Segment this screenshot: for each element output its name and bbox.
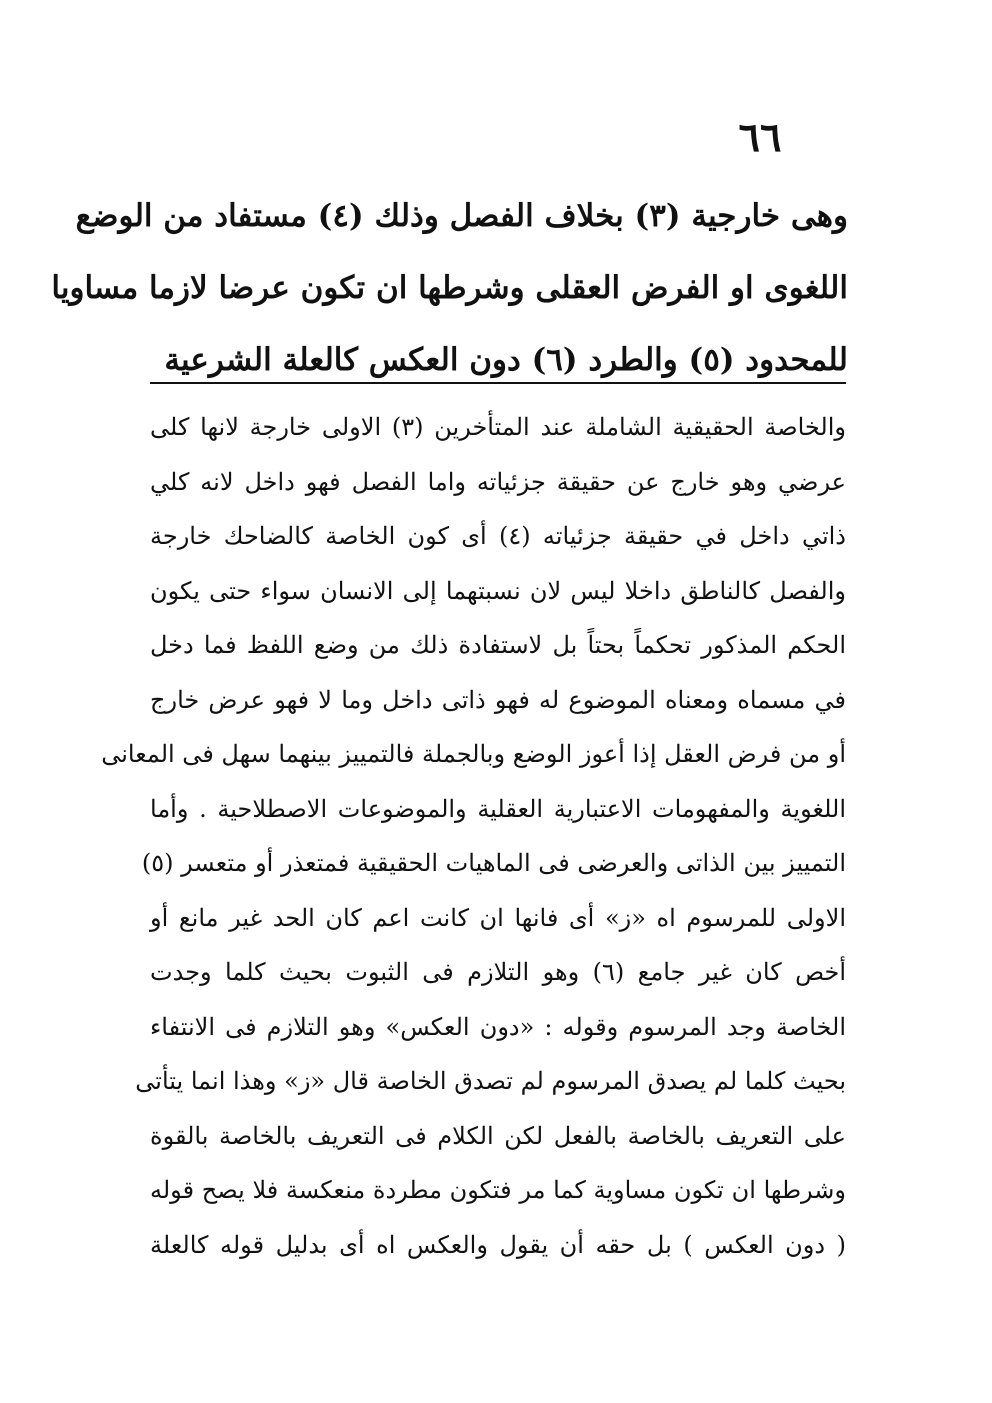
footnote-line: ( دون العكس ) بل حقه أن يقول والعكس اه أى بدليل قوله كالعلة — [150, 1230, 846, 1259]
footnote-line: بحيث كلما لم يصدق المرسوم لم تصدق الخاصة قال «ز» وهذا انما يتأتى — [135, 1067, 846, 1095]
main-text-line: للمحدود (٥) والطرد (٦) دون العكس كالعلة الشرعية — [164, 342, 848, 378]
footnote-line: التمييز بين الذاتى والعرضى فى الماهيات الحقيقية فمتعذر أو متعسر (٥) — [141, 849, 846, 877]
page-number: ٦٦ — [738, 114, 782, 161]
footnote-line: الخاصة وجد المرسوم وقوله : «دون العكس» وهو التلازم فى الانتفاء — [150, 1012, 846, 1041]
main-text-line: وهى خارجية (٣) بخلاف الفصل وذلك (٤) مستفاد من الوضع — [75, 198, 848, 234]
footnote-line: أخص كان غير جامع (٦) وهو التلازم فى الثبوت بحيث كلما وجدت — [150, 958, 846, 986]
footnote-line: والفصل كالناطق داخلا ليس لان نسبتهما إلى الانسان سواء حتى يكون — [150, 576, 846, 605]
footnotes-block — [101, 400, 847, 1272]
main-text-block — [51, 180, 848, 396]
footnote-line: الحكم المذكور تحكماً بحتاً بل لاستفادة ذلك من وضع اللفظ فما دخل — [150, 631, 846, 659]
footnote-line: عرضي وهو خارج عن حقيقة جزئياته واما الفصل فهو داخل لانه كلي — [150, 467, 847, 496]
footnote-line: اللغوية والمفهومات الاعتبارية العقلية والموضوعات الاصطلاحية . وأما — [150, 794, 846, 823]
footnote-line: ذاتي داخل في حقيقة جزئياته (٤) أى كون الخاصة كالضاحك خارجة — [150, 522, 846, 550]
main-text-line: اللغوى او الفرض العقلى وشرطها ان تكون عرضا لازما مساويا — [51, 270, 848, 306]
footnote-line: والخاصة الحقيقية الشاملة عند المتأخرين (٣) الاولى خارجة لانها كلى — [150, 413, 846, 441]
footnote-line: وشرطها ان تكون مساوية كما مر فتكون مطردة منعكسة فلا يصح قوله — [150, 1176, 846, 1204]
footnote-line: في مسماه ومعناه الموضوع له فهو ذاتى داخل وما لا فهو عرض خارج — [150, 685, 846, 714]
footnote-line: الاولى للمرسوم اه «ز» أى فانها ان كانت اعم كان الحد غير مانع أو — [150, 903, 846, 932]
footnote-line: على التعريف بالخاصة بالفعل لكن الكلام فى التعريف بالخاصة بالقوة — [150, 1121, 846, 1150]
footnote-line: أو من فرض العقل إذا أعوز الوضع وبالجملة فالتمييز بينهما سهل فى المعانى — [101, 740, 846, 768]
footnote-separator-rule — [150, 382, 846, 384]
